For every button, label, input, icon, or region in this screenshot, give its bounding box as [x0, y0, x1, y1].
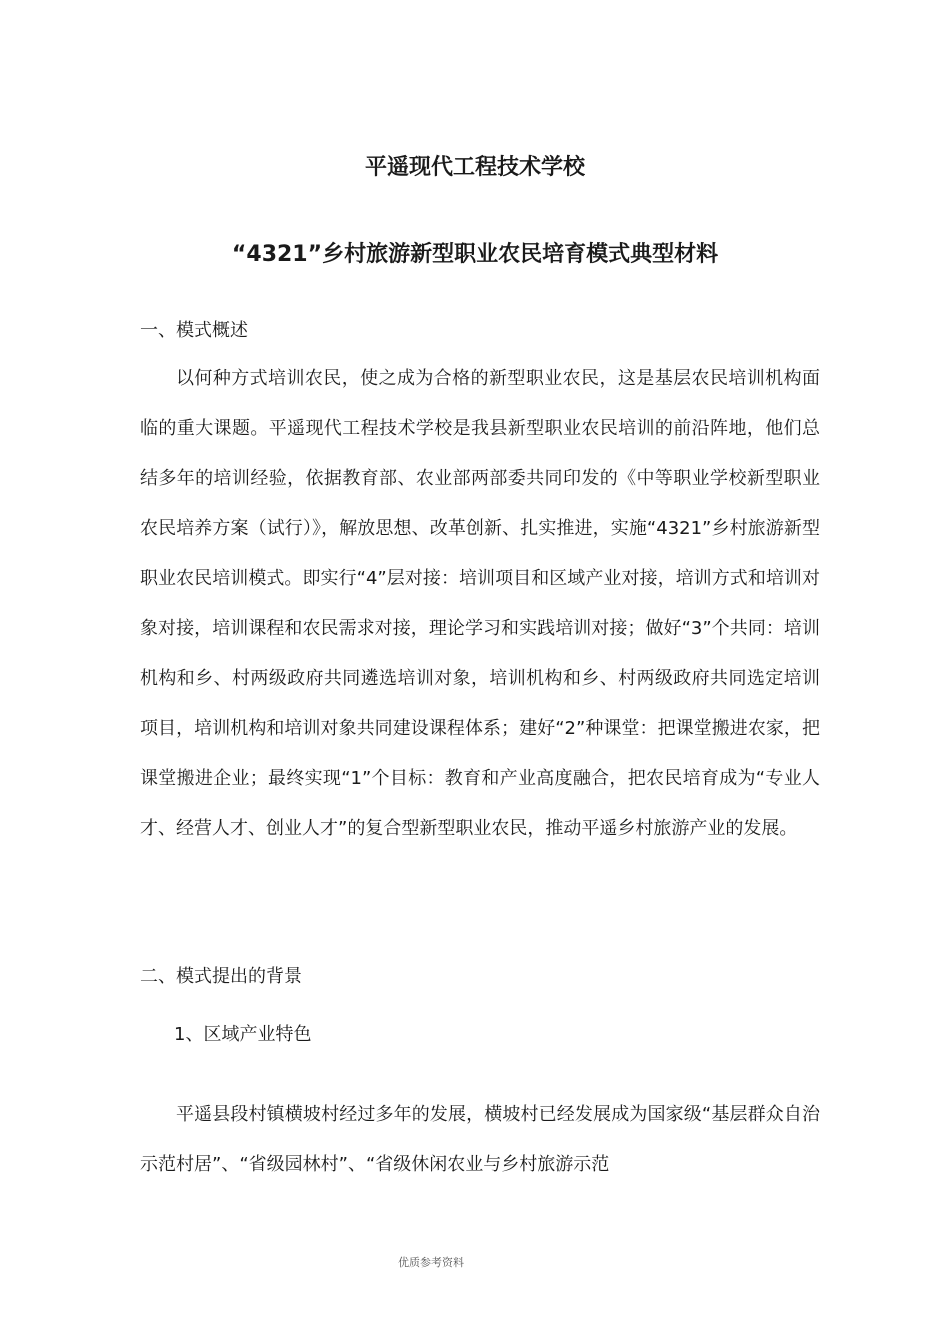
paragraph-industry: 平遥县段村镇横坡村经过多年的发展，横坡村已经发展成为国家级“基层群众自治示范村居”、“省级园林村”、“省级休闲农业与乡村旅游示范: [140, 1104, 820, 1175]
paragraph-overview: 以何种方式培训农民，使之成为合格的新型职业农民，这是基层农民培训机构面临的重大课题。平遥现代工程技术学校是我县新型职业农民培训的前沿阵地，他们总结多年的培训经验，依据教育部、农业部两部委共同印发的《中等职业学校新型职业农民培养方案（试行）》，解放思想、改革创新、扎实推进，实施“4321”乡村旅游新型职业农民培训模式。即实行“4”层对接：培训项目和区域产业对接，培训方式和培训对象对接，培训课程和农民需求对接，理论学习和实践培训对接；做好“3”个共同：培训机构和乡、村两级政府共同遴选培训对象，培训机构和乡、村两级政府共同选定培训项目，培训机构和培训对象共同建设课程体系；建好“2”种课堂：把课堂搬进农家，把课堂搬进企业；最终实现“1”个目标：教育和产业高度融合，把农民培育成为“专业人才、经营人才、创业人才”的复合型新型职业农民，推动平遥乡村旅游产业的发展。: [140, 368, 820, 839]
document-title: “4321”乡村旅游新型职业农民培育模式典型材料: [231, 242, 719, 267]
section-heading-background: 二、模式提出的背景: [140, 966, 302, 987]
page-footer: 优质参考资料: [398, 1256, 464, 1269]
school-title: 平遥现代工程技术学校: [364, 155, 585, 180]
subsection-heading-industry: 1、区域产业特色: [174, 1024, 312, 1045]
section-heading-overview: 一、模式概述: [140, 320, 248, 341]
